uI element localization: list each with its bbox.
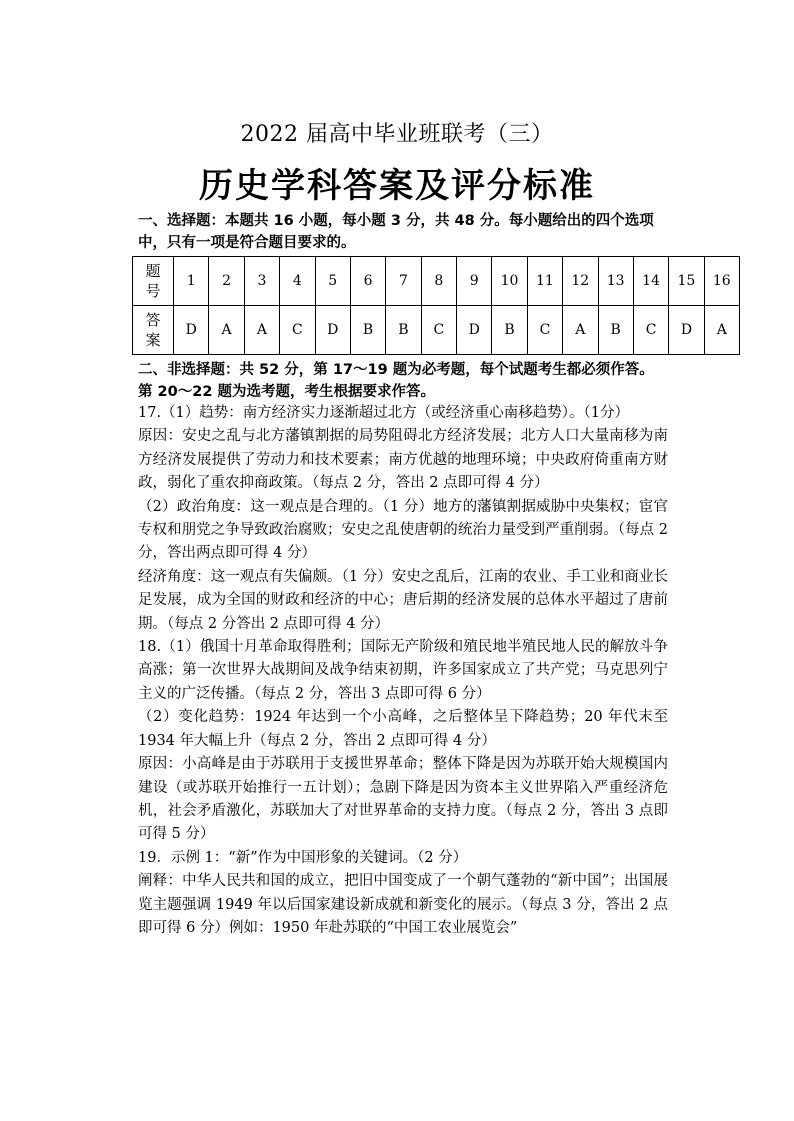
answer-cell: A <box>563 306 598 355</box>
question-number-cell: 4 <box>280 257 315 306</box>
question-number-row <box>133 257 740 306</box>
answer-cell: C <box>280 306 315 355</box>
question-number-cell: 9 <box>457 257 492 306</box>
q18-part2-trend-paragraph: （2）变化趋势：1924 年达到一个小高峰，之后整体呈下降趋势；20 年代末至 1934 年大幅上升（每点 2 分，答出 2 点即可得 4 分） <box>138 709 668 749</box>
q17-part2-political-paragraph: （2）政治角度：这一观点是合理的。（1 分）地方的藩镇割据威胁中央集权；宦官专权和朋党之争导致政治腐败；安史之乱使唐朝的统治力量受到严重削弱。（每点 2 分，答出两点即可得 4 分） <box>138 498 668 562</box>
answer-cell: B <box>386 306 421 355</box>
question-number-cell: 3 <box>244 257 279 306</box>
question-number-cell: 14 <box>633 257 668 306</box>
question-number-cell: 12 <box>563 257 598 306</box>
answer-header: 答 案 <box>133 306 174 355</box>
answer-cell: B <box>492 306 527 355</box>
answer-cell: D <box>174 306 209 355</box>
question-number-cell: 11 <box>527 257 562 306</box>
answer-cell: C <box>633 306 668 355</box>
q18-reasons-paragraph: 原因：小高峰是由于苏联用于支援世界革命；整体下降是因为苏联开始大规模国内建设（或苏联开始推行一五计划）；急剧下降是因为资本主义世界陷入严重经济危机，社会矛盾激化，苏联加大了对世界革命的支持力度。（每点 2 分，答出 3 点即可得 5 分） <box>138 756 668 843</box>
question-number-cell: 8 <box>421 257 456 306</box>
q17-part1-paragraph: 17.（1）趋势：南方经济实力逐渐超过北方（或经济重心南移趋势）。（1分） <box>138 405 630 421</box>
answer-cell: D <box>457 306 492 355</box>
section-non-multiple-choice-heading: 二、非选择题：共 52 分，第 17～19 题为必考题，每个试题考生都必须作答。第 20～22 题为选考题，考生根据要求作答。 <box>138 362 654 400</box>
answer-cell: C <box>527 306 562 355</box>
section-multiple-choice-heading: 一、选择题：本题共 16 小题，每小题 3 分，共 48 分。每小题给出的四个选项中，只有一项是符合题目要求的。 <box>138 213 654 251</box>
question-number-cell: 2 <box>209 257 244 306</box>
question-number-cell: 16 <box>704 257 739 306</box>
q18-part1-paragraph: 18.（1）俄国十月革命取得胜利；国际无产阶级和殖民地半殖民地人民的解放斗争高涨；第一次世界大战期间及战争结束初期，许多国家成立了共产党；马克思列宁主义的广泛传播。（每点 2 分，答出 3 点即可得 6 分） <box>138 639 668 702</box>
question-number-cell: 1 <box>174 257 209 306</box>
question-number-header: 题 号 <box>133 257 174 306</box>
q19-explanation-paragraph: 阐释：中华人民共和国的成立，把旧中国变成了一个朝气蓬勃的“新中国”；出国展览主题强调 1949 年以后国家建设新成就和新变化的展示。（每点 3 分，答出 2 点即可得 6 分）例如：1950 年赴苏联的“中国工农业展览会” <box>138 873 668 936</box>
question-number-cell: 5 <box>315 257 350 306</box>
question-number-cell: 13 <box>598 257 633 306</box>
question-number-cell: 7 <box>386 257 421 306</box>
answer-row <box>133 306 740 355</box>
answer-cell: A <box>209 306 244 355</box>
answer-table <box>132 256 740 355</box>
exam-title: 2022 届高中毕业班联考（三） <box>240 122 554 147</box>
question-number-cell: 15 <box>669 257 704 306</box>
question-number-cell: 6 <box>350 257 385 306</box>
answer-cell: D <box>315 306 350 355</box>
question-number-cell: 10 <box>492 257 527 306</box>
answer-cell: A <box>244 306 279 355</box>
answer-cell: A <box>704 306 739 355</box>
answer-cell: B <box>350 306 385 355</box>
answer-cell: D <box>669 306 704 355</box>
answer-cell: C <box>421 306 456 355</box>
q17-part2-economic-paragraph: 经济角度：这一观点有失偏颇。（1 分）安史之乱后，江南的农业、手工业和商业长足发展，成为全国的财政和经济的中心；唐后期的经济发展的总体水平超过了唐前期。（每点 2 分答出 2 点即可得 4 分） <box>138 568 668 632</box>
document-title: 历史学科答案及评分标准 <box>199 166 595 206</box>
answer-body <box>138 402 668 940</box>
answer-cell: B <box>598 306 633 355</box>
q17-reasons-paragraph: 原因：安史之乱与北方藩镇割据的局势阻碍北方经济发展；北方人口大量南移为南方经济发展提供了劳动力和技术要素；南方优越的地理环境；中央政府倚重南方财政，弱化了重农抑商政策。（每点 2 分，答出 2 点即可得 4 分） <box>138 428 668 492</box>
q19-example-paragraph: 19．示例 1：“新”作为中国形象的关键词。（2 分） <box>138 849 468 866</box>
